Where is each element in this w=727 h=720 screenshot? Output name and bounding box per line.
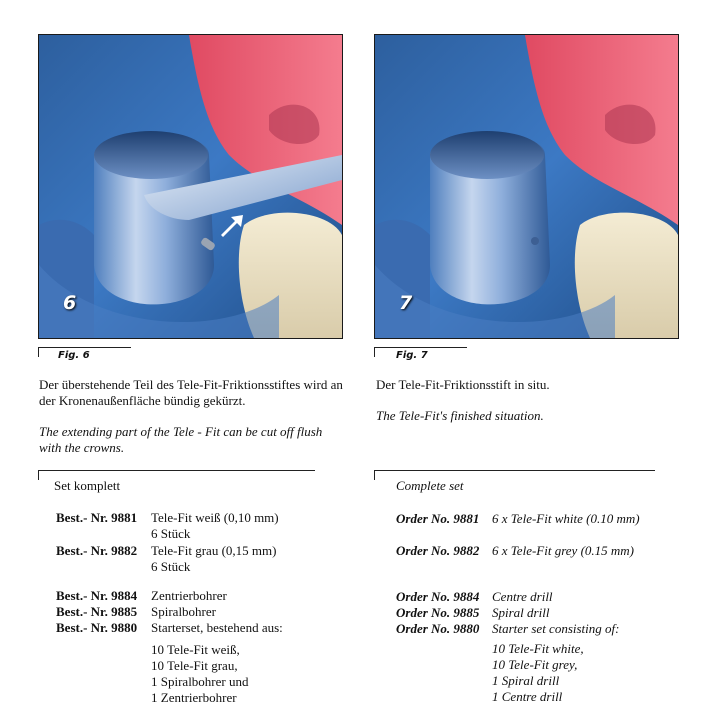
order-number: Best.- Nr. 9881 [56,510,138,525]
starter-item: 10 Tele-Fit weiß, [151,642,240,657]
figure-caption: Fig. 7 [396,350,428,361]
order-number: Best.- Nr. 9885 [56,604,138,619]
starter-item: 10 Tele-Fit grey, [492,657,578,672]
item-quantity: 6 Stück [151,559,191,574]
figure-6-illustration [38,34,343,339]
description-en: The extending part of the Tele - Fit can be cut off flush with the crowns. [39,424,323,455]
item-description: Starterset, bestehend aus: [151,620,283,635]
order-number: Best.- Nr. 9880 [56,620,138,635]
item-description: 6 x Tele-Fit white (0.10 mm) [492,511,640,526]
starter-item: 10 Tele-Fit grau, [151,658,238,673]
starter-item: 10 Tele-Fit white, [492,641,584,656]
starter-item: 1 Centre drill [492,689,563,704]
figure-7-illustration [374,34,679,339]
item-quantity: 6 Stück [151,526,191,541]
item-description: Tele-Fit weiß (0,10 mm) [151,510,279,525]
item-description: Tele-Fit grau (0,15 mm) [151,543,277,558]
order-number: Order No. 9885 [396,605,480,620]
figure-number: 6 [63,292,77,314]
item-description: Centre drill [492,589,553,604]
order-number: Order No. 9880 [396,621,480,636]
order-number: Order No. 9882 [396,543,480,558]
order-number: Best.- Nr. 9884 [56,588,138,603]
item-description: Zentrierbohrer [151,588,227,603]
order-number: Order No. 9881 [396,511,480,526]
set-title: Complete set [396,478,464,493]
starter-item: 1 Spiralbohrer und [151,674,249,689]
description-en: The Tele-Fit's finished situation. [376,408,544,423]
item-description: Starter set consisting of: [492,621,620,636]
item-description: 6 x Tele-Fit grey (0.15 mm) [492,543,635,558]
set-title: Set komplett [54,478,121,493]
figure-number: 7 [399,292,413,314]
order-number: Best.- Nr. 9882 [56,543,138,558]
item-description: Spiral drill [492,605,550,620]
crown-illustration-7 [375,35,678,338]
crown-illustration-6 [39,35,342,338]
description-de: Der Tele-Fit-Friktionsstift in situ. [376,377,550,392]
order-number: Order No. 9884 [396,589,480,604]
item-description: Spiralbohrer [151,604,216,619]
starter-item: 1 Zentrierbohrer [151,690,237,705]
figure-caption: Fig. 6 [58,350,90,361]
description-de: Der überstehende Teil des Tele-Fit-Friktionsstiftes wird an der Kronenaußenfläche bündig gekürzt. [39,377,343,408]
starter-item: 1 Spiral drill [492,673,560,688]
